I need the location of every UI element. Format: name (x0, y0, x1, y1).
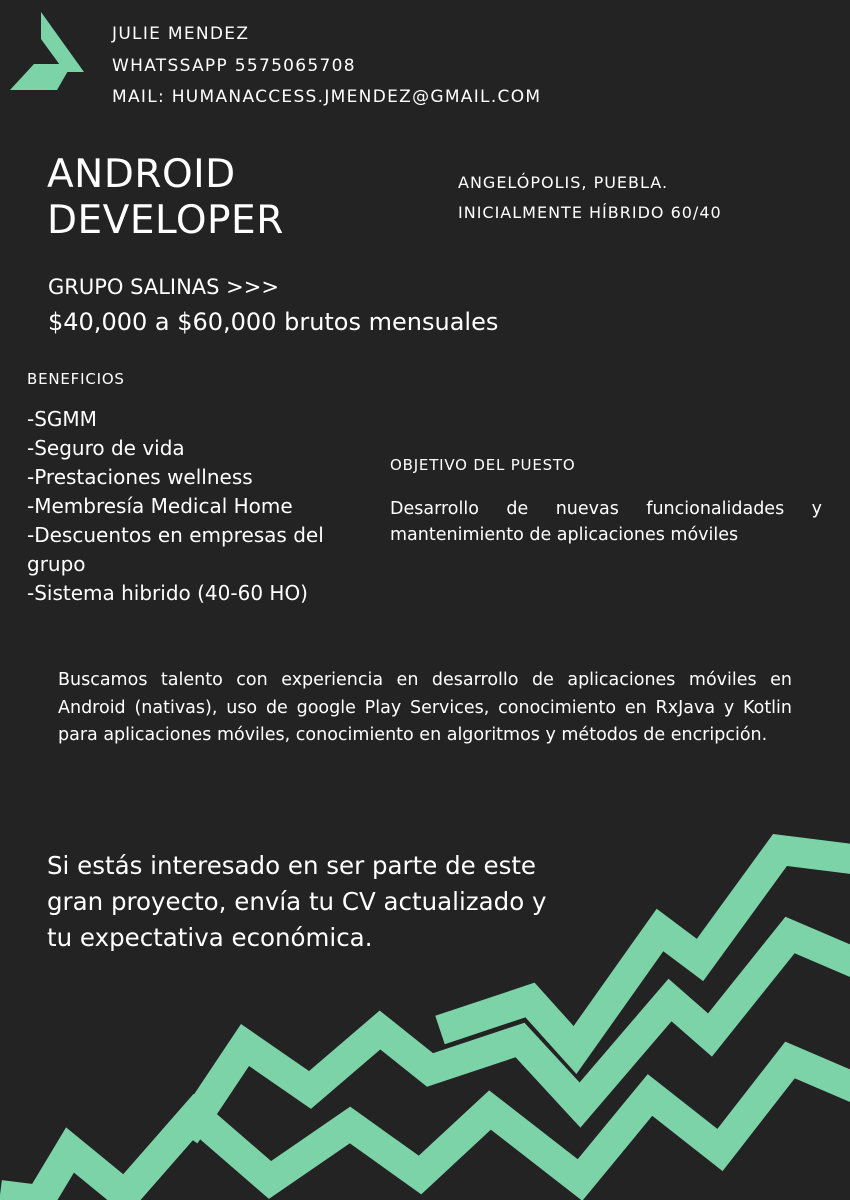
objective-title: OBJETIVO DEL PUESTO (390, 456, 576, 474)
requirements-text: Buscamos talento con experiencia en desarrollo de aplicaciones móviles en Android (nativas), uso de google Play Services, conocimiento en RxJava y Kotlin para aplicaciones móviles, conocimiento en algoritmos y métodos de encripción. (58, 670, 792, 745)
benefit-item: -Prestaciones wellness (27, 465, 253, 489)
benefit-item: -Descuentos en empresas del grupo (27, 523, 324, 576)
objective-text: Desarrollo de nuevas funcionalidades y mantenimiento de aplicaciones móviles (390, 499, 822, 545)
job-title-line1: ANDROID (47, 152, 236, 197)
location-modality: INICIALMENTE HÍBRIDO 60/40 (458, 203, 722, 222)
benefit-item: -Seguro de vida (27, 436, 185, 460)
salary-range: $40,000 a $60,000 brutos mensuales (48, 308, 499, 336)
benefit-item: -SGMM (27, 407, 97, 431)
contact-name: JULIE MENDEZ (112, 24, 250, 44)
benefits-title: BENEFICIOS (27, 370, 125, 388)
call-to-action: Si estás interesado en ser parte de este gran proyecto, envía tu CV actualizado y tu expectativa económica. (47, 851, 547, 952)
benefit-item: -Sistema hibrido (40-60 HO) (27, 581, 308, 605)
company-name: GRUPO SALINAS >>> (48, 275, 279, 299)
benefit-item: -Membresía Medical Home (27, 494, 293, 518)
contact-email[interactable]: MAIL: HUMANACCESS.JMENDEZ@GMAIL.COM (112, 87, 542, 107)
contact-whatsapp[interactable]: WHATSSAPP 5575065708 (112, 56, 356, 76)
job-title-line2: DEVELOPER (47, 198, 284, 243)
location-city: ANGELÓPOLIS, PUEBLA. (458, 173, 669, 192)
